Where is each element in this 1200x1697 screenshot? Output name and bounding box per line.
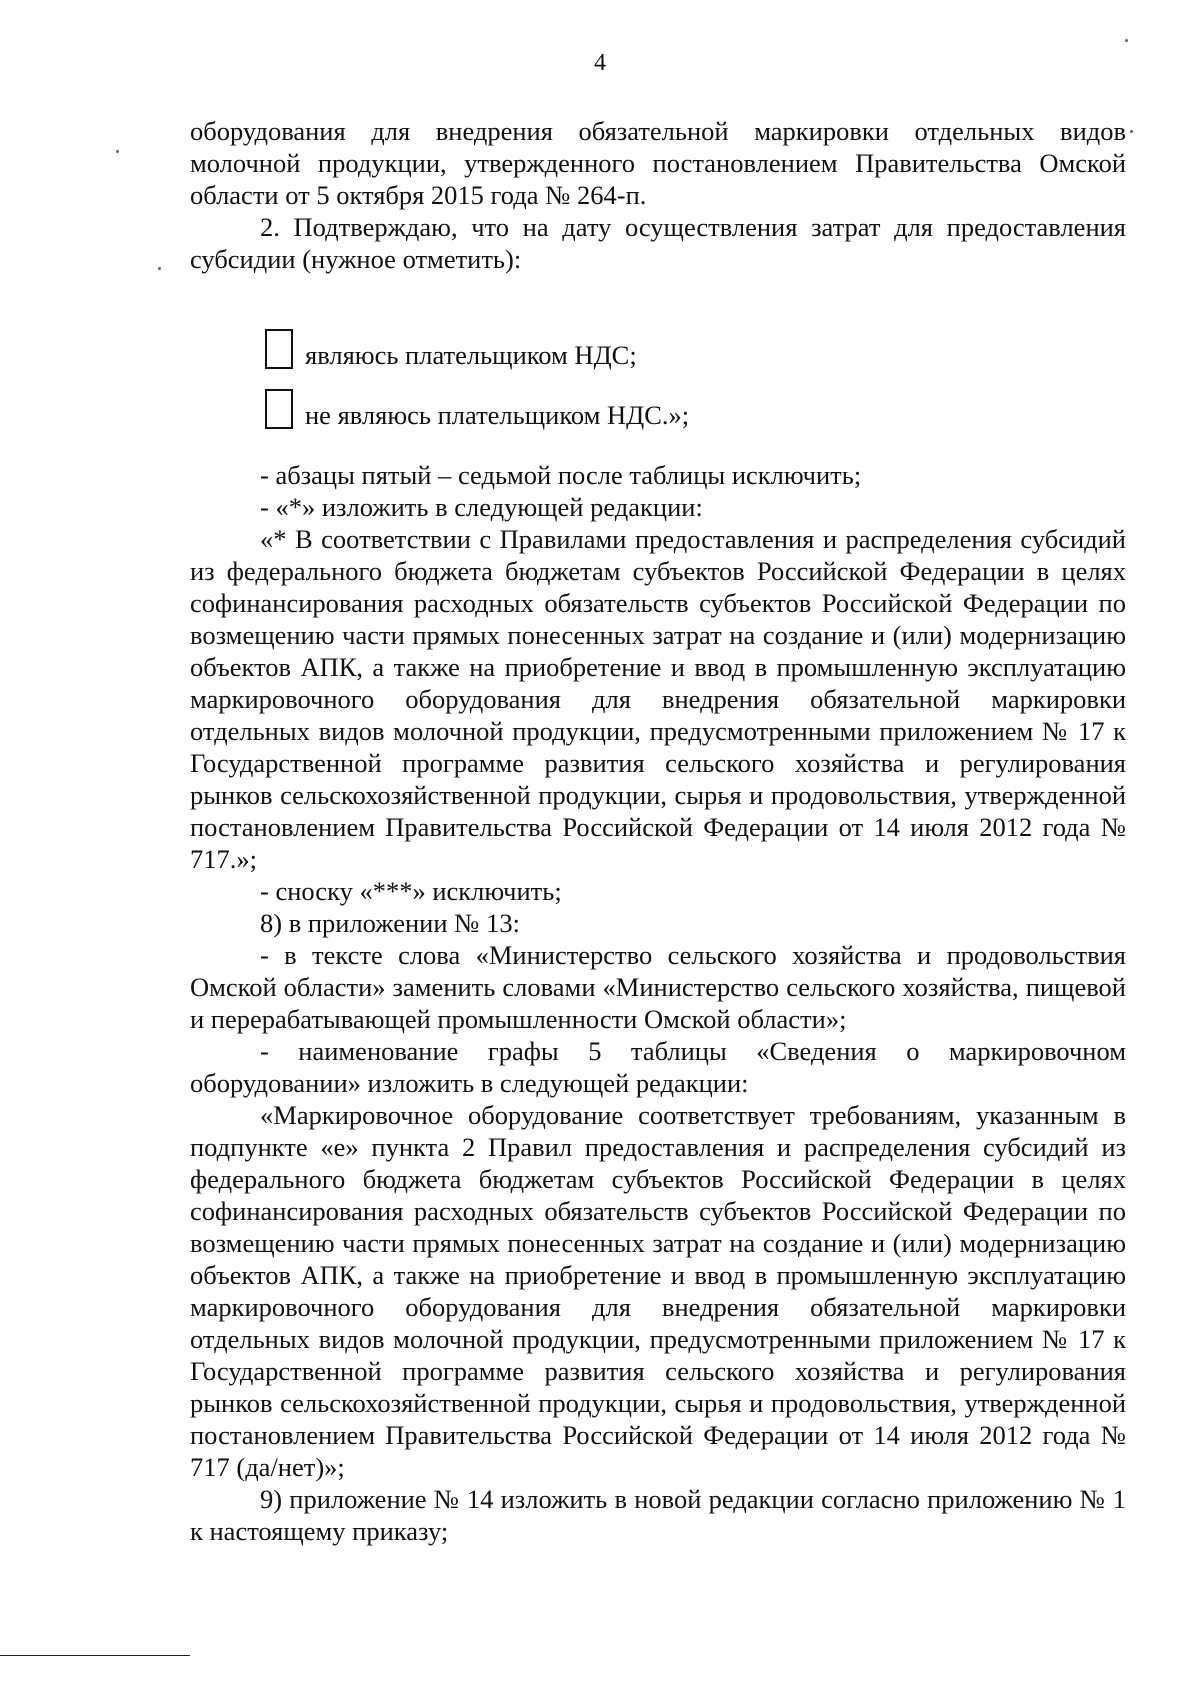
checkbox-label: являюсь плательщиком НДС; [305, 340, 637, 370]
paragraph-footnote-intro: - «*» изложить в следующей редакции: [260, 492, 703, 522]
checkbox-vat-payer[interactable] [265, 311, 1126, 371]
page-number: 4 [594, 50, 606, 76]
footer-rule [0, 1655, 190, 1656]
checkbox-icon[interactable] [265, 329, 293, 369]
paragraph-column-5: - наименование графы 5 таблицы «Сведения о маркировочном оборудовании» изложить в следующей редакции: [190, 1036, 1126, 1098]
paragraph-exclude-footnote: - сноску «***» исключить; [260, 876, 562, 906]
scan-speck [158, 267, 161, 270]
paragraph-footnote-text: «* В соответствии с Правилами предоставления и распределения субсидий из федерального бюджета бюджетам субъектов Российской Федерации в целях софинансирования расходных обязательств субъектов Российской Федерации по возмещению части прямых понесенных затрат на создание и (или) модернизацию объектов АПК, а также на приобретение и ввод в промышленную эксплуатацию маркировочного оборудования для внедрения обязательной маркировки отдельных видов молочной продукции, предусмотренными приложением № 17 к Государственной программе развития сельского хозяйства и регулирования рынков сельскохозяйственной продукции, сырья и продовольствия, утвержденной постановлением Правительства Российской Федерации от 14 июля 2012 года № 717.»; [190, 524, 1126, 874]
scan-speck [116, 150, 119, 153]
paragraph-appendix-14: 9) приложение № 14 изложить в новой редакции согласно приложению № 1 к настоящему приказу; [190, 1484, 1126, 1546]
paragraph-ministry-rename: - в тексте слова «Министерство сельского хозяйства и продовольствия Омской области» заменить словами «Министерство сельского хозяйства, пищевой и перерабатывающей промышленности Омской области»; [190, 940, 1126, 1034]
paragraph-exclude-abzacy: - абзацы пятый – седьмой после таблицы исключить; [260, 460, 862, 490]
scan-speck [1130, 130, 1133, 133]
checkbox-icon[interactable] [265, 389, 293, 429]
checkbox-label: не являюсь плательщиком НДС.»; [305, 400, 690, 430]
document-body [190, 115, 1126, 1547]
paragraph-appendix-13: 8) в приложении № 13: [260, 908, 520, 938]
checkbox-not-vat-payer[interactable] [265, 371, 1126, 431]
paragraph-confirmation: 2. Подтверждаю, что на дату осуществления затрат для предоставления субсидии (нужное отметить): [190, 212, 1126, 274]
paragraph-equipment-continuation: оборудования для внедрения обязательной маркировки отдельных видов молочной продукции, утвержденного постановлением Правительства Омской области от 5 октября 2015 года № 264-п. [190, 116, 1126, 210]
scan-speck [1125, 39, 1128, 42]
paragraph-equipment-requirements: «Маркировочное оборудование соответствует требованиям, указанным в подпункте «е» пункта 2 Правил предоставления и распределения субсидий из федерального бюджета бюджетам субъектов Российской Федерации в целях софинансирования расходных обязательств субъектов Российской Федерации по возмещению части прямых понесенных затрат на создание и (или) модернизацию объектов АПК, а также на приобретение и ввод в промышленную эксплуатацию маркировочного оборудования для внедрения обязательной маркировки отдельных видов молочной продукции, предусмотренными приложением № 17 к Государственной программе развития сельского хозяйства и регулирования рынков сельскохозяйственной продукции, сырья и продовольствия, утвержденной постановлением Правительства Российской Федерации от 14 июля 2012 года № 717 (да/нет)»; [190, 1100, 1126, 1482]
vat-checkbox-list [265, 311, 1126, 431]
